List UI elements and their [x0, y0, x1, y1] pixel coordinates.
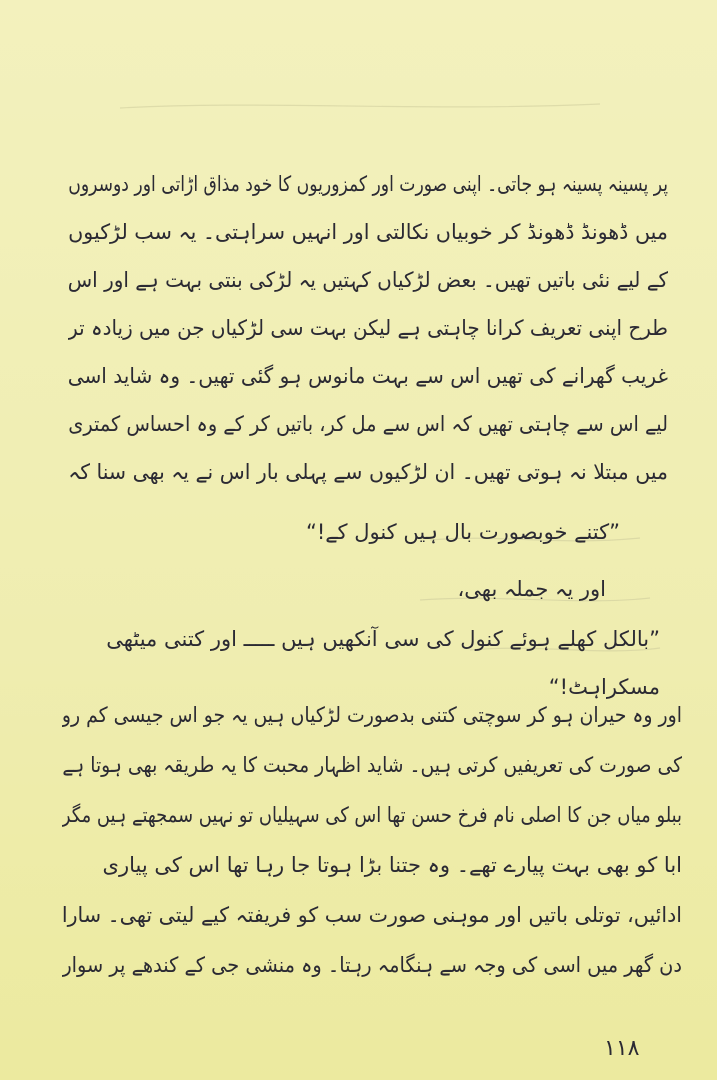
text-line: لیے اس سے چاہتی تھیں کہ اس سے مل کر، باتیں کر کے وہ احساس کمتری — [68, 412, 668, 436]
text-line: کی صورت کی تعریفیں کرتی ہیں۔ شاید اظہار محبت کا یہ طریقہ بھی ہوتا ہے — [62, 753, 682, 777]
text-line: اور یہ جملہ بھی، — [457, 577, 606, 601]
text-line: میں ڈھونڈ ڈھونڈ کر خوبیاں نکالتی اور انہیں سراہتی۔ یہ سب لڑکیوں — [68, 220, 668, 244]
text-line: دن گھر میں اسی کی وجہ سے ہنگامہ رہتا۔ وہ منشی جی کے کندھے پر سوار — [62, 953, 682, 977]
text-line: طرح اپنی تعریف کرانا چاہتی ہے لیکن بہت سی لڑکیاں جن میں زیادہ تر — [68, 316, 668, 340]
quote-1 — [200, 508, 626, 556]
quote-line: ”کتنے خوبصورت بال ہیں کنول کے!“ — [305, 520, 620, 544]
quote-intro — [380, 565, 606, 613]
quote-line: ”بالکل کھلے ہوئے کنول کی سی آنکھیں ہیں ـــــ اور کتنی میٹھی — [106, 627, 660, 651]
quote-line: مسکراہٹ!“ — [548, 675, 660, 699]
paragraph-1 — [68, 160, 668, 496]
text-line: غریب گھرانے کی تھیں اس سے بہت مانوس ہو گئی تھیں۔ وہ شاید اسی — [68, 364, 668, 388]
page-number: ١١٨ — [604, 1036, 640, 1061]
text-line: پر پسینہ پسینہ ہو جاتی۔ اپنی صورت اور کمزوریوں کا خود مذاق اڑاتی اور دوسروں — [68, 172, 668, 196]
text-line: کے لیے نئی باتیں تھیں۔ بعض لڑکیاں کہتیں یہ لڑکی بنتی بہت ہے اور اس — [68, 268, 668, 292]
text-line: اور وہ حیران ہو کر سوچتی کتنی بدصورت لڑکیاں ہیں یہ جو اس جیسی کم رو — [62, 703, 682, 727]
text-line: ببلو میاں جن کا اصلی نام فرخ حسن تھا اس کی سہیلیاں تو نہیں سمجھتے ہیں مگر — [62, 803, 682, 827]
paragraph-2 — [62, 690, 682, 990]
text-line: میں مبتلا نہ ہوتی تھیں۔ ان لڑکیوں سے پہلی بار اس نے یہ بھی سنا کہ — [68, 460, 668, 484]
text-line: ابا کو بھی بہت پیارے تھے۔ وہ جتنا بڑا ہوتا جا رہا تھا اس کی پیاری — [102, 853, 682, 877]
text-line: ادائیں، توتلی باتیں اور موہنی صورت سب کو فریفتہ کیے لیتی تھی۔ سارا — [62, 903, 682, 927]
